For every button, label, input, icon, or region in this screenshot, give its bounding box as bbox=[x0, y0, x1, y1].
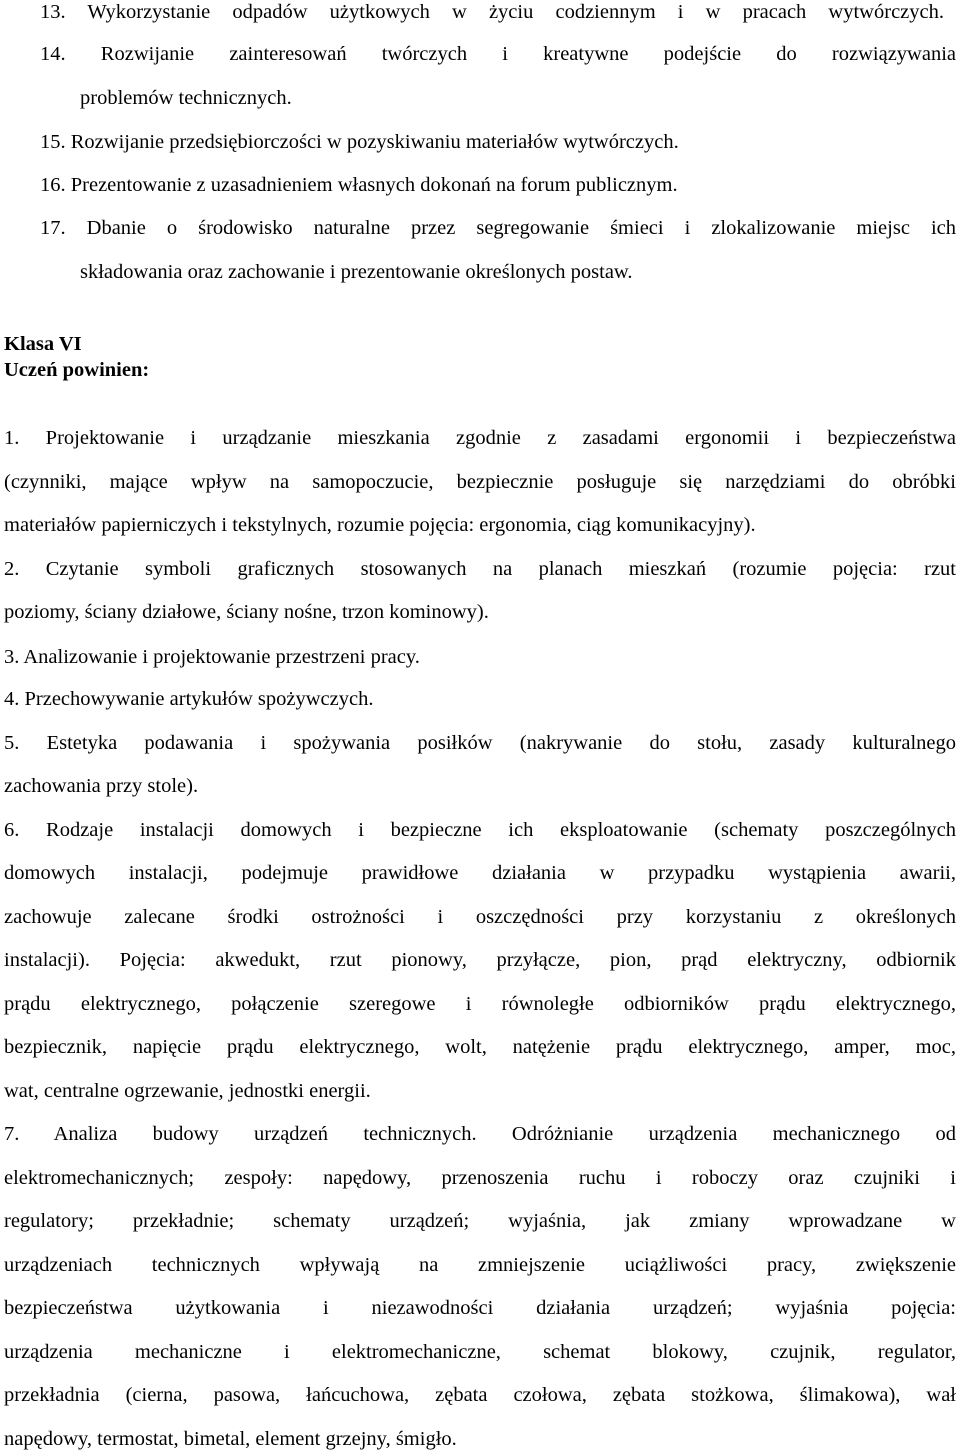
paragraph-line: bezpieczeństwa użytkowania i niezawodności działania urządzeń; wyjaśnia pojęcia: bbox=[4, 1297, 956, 1319]
paragraph-line: napędowy, termostat, bimetal, element grzejny, śmigło. bbox=[4, 1428, 457, 1450]
paragraph-line: urządzeniach technicznych wpływają na zmniejszenie uciążliwości pracy, zwiększenie bbox=[4, 1254, 956, 1276]
paragraph-line: przekładnia (cierna, pasowa, łańcuchowa, zębata czołowa, zębata stożkowa, ślimakowa), wał bbox=[4, 1384, 956, 1406]
paragraph-line: 3. Analizowanie i projektowanie przestrzeni pracy. bbox=[4, 646, 420, 668]
paragraph-line: poziomy, ściany działowe, ściany nośne, trzon kominowy). bbox=[4, 601, 489, 623]
paragraph-line: zachowuje zalecane środki ostrożności i oszczędności przy korzystaniu z określonych bbox=[4, 906, 956, 928]
paragraph-line: bezpiecznik, napięcie prądu elektrycznego, wolt, natężenie prądu elektrycznego, amper, moc, bbox=[4, 1036, 956, 1058]
paragraph-line: instalacji). Pojęcia: akwedukt, rzut pionowy, przyłącze, pion, prąd elektryczny, odbiornik bbox=[4, 949, 956, 971]
paragraph-line: urządzenia mechaniczne i elektromechaniczne, schemat blokowy, czujnik, regulator, bbox=[4, 1341, 956, 1363]
paragraph-line: regulatory; przekładnie; schematy urządzeń; wyjaśnia, jak zmiany wprowadzane w bbox=[4, 1210, 956, 1232]
paragraph-line: zachowania przy stole). bbox=[4, 775, 199, 797]
heading-student: Uczeń powinien: bbox=[4, 359, 150, 381]
paragraph-line: prądu elektrycznego, połączenie szeregowe i równoległe odbiorników prądu elektrycznego, bbox=[4, 993, 956, 1015]
list-item-16: 16. Prezentowanie z uzasadnieniem własnych dokonań na forum publicznym. bbox=[40, 174, 678, 196]
paragraph-line: 1. Projektowanie i urządzanie mieszkania zgodnie z zasadami ergonomii i bezpieczeństwa bbox=[4, 427, 956, 449]
paragraph-line: (czynniki, mające wpływ na samopoczucie, bezpiecznie posługuje się narzędziami do obróbki bbox=[4, 471, 956, 493]
paragraph-line: 4. Przechowywanie artykułów spożywczych. bbox=[4, 688, 374, 710]
list-item-14: 14. Rozwijanie zainteresowań twórczych i kreatywne podejście do rozwiązywania bbox=[40, 43, 956, 65]
paragraph-line: elektromechanicznych; zespoły: napędowy, przenoszenia ruchu i roboczy oraz czujniki i bbox=[4, 1167, 956, 1189]
list-item-15: 15. Rozwijanie przedsiębiorczości w pozyskiwaniu materiałów wytwórczych. bbox=[40, 131, 679, 153]
paragraph-line: 5. Estetyka podawania i spożywania posiłków (nakrywanie do stołu, zasady kulturalnego bbox=[4, 732, 956, 754]
list-item-17: 17. Dbanie o środowisko naturalne przez segregowanie śmieci i zlokalizowanie miejsc ich bbox=[40, 217, 956, 239]
heading-class: Klasa VI bbox=[4, 333, 82, 355]
paragraph-line: 2. Czytanie symboli graficznych stosowanych na planach mieszkań (rozumie pojęcia: rzut bbox=[4, 558, 956, 580]
paragraph-line: wat, centralne ogrzewanie, jednostki energii. bbox=[4, 1080, 371, 1102]
list-item-17-cont: składowania oraz zachowanie i prezentowanie określonych postaw. bbox=[80, 261, 633, 283]
paragraph-line: materiałów papierniczych i tekstylnych, rozumie pojęcia: ergonomia, ciąg komunikacyjny). bbox=[4, 514, 756, 536]
paragraph-line: 7. Analiza budowy urządzeń technicznych. Odróżnianie urządzenia mechanicznego od bbox=[4, 1123, 956, 1145]
paragraph-line: 6. Rodzaje instalacji domowych i bezpieczne ich eksploatowanie (schematy poszczególnych bbox=[4, 819, 956, 841]
paragraph-line: domowych instalacji, podejmuje prawidłowe działania w przypadku wystąpienia awarii, bbox=[4, 862, 956, 884]
list-item-13: 13. Wykorzystanie odpadów użytkowych w życiu codziennym i w pracach wytwórczych. bbox=[40, 1, 944, 23]
list-item-14-cont: problemów technicznych. bbox=[80, 87, 292, 109]
